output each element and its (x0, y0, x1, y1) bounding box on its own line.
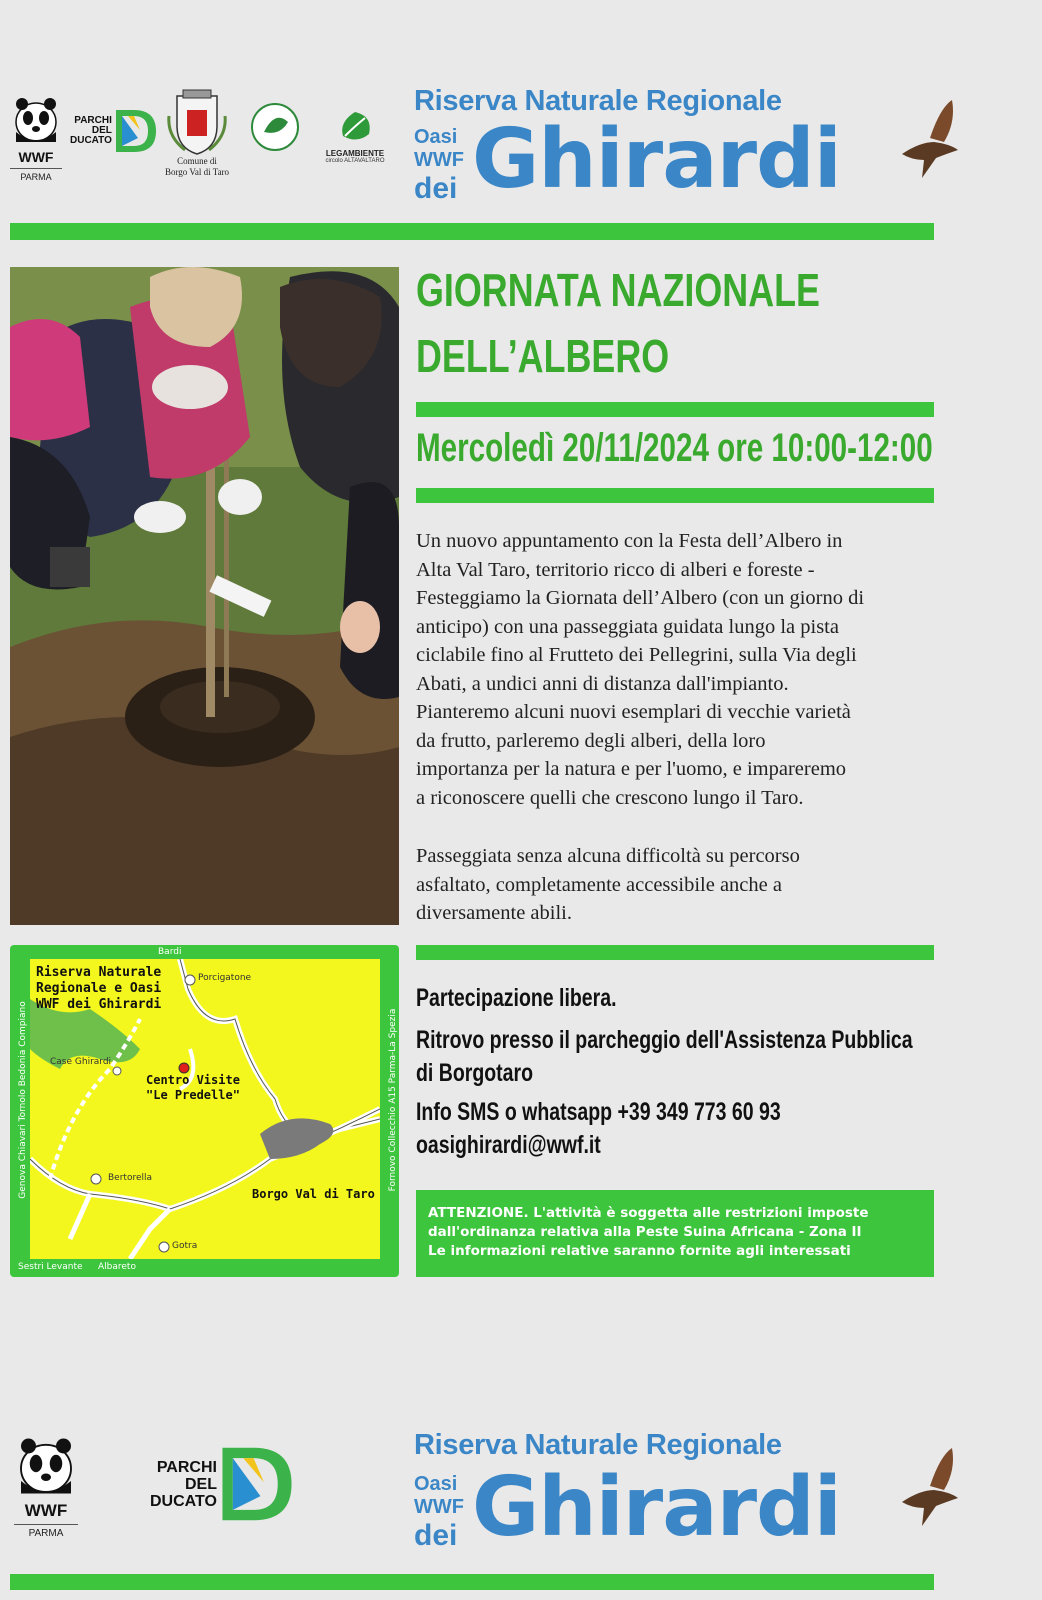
footer-title-wwf: WWF (414, 1496, 464, 1518)
header-divider (10, 223, 934, 240)
ecology-circle-icon (250, 102, 300, 152)
map-reserve-label: Riserva Naturale Regionale e Oasi WWF dei Ghirardi (36, 965, 162, 1012)
comune-text: Comune di Borgo Val di Taro (164, 156, 230, 177)
footer-panda-icon (16, 1436, 76, 1496)
date-divider (416, 488, 934, 503)
map-sestri-levante: Sestri Levante (18, 1262, 83, 1272)
footer-parchi-logo (150, 1444, 295, 1524)
wwf-sub-label: PARMA (10, 168, 62, 182)
attention-notice: ATTENZIONE. L'attività è soggetta alle restrizioni imposte dall'ordinanza relativa alla Peste Suina Africana - Zona II Le informazioni relative saranno fornite agli interessati (416, 1190, 934, 1277)
event-title-line1: GIORNATA NAZIONALE (416, 264, 820, 316)
header-title-ghirardi: Ghirardi (472, 112, 841, 207)
map-borgo-val-di-taro: Borgo Val di Taro (252, 1187, 375, 1201)
map-right-route: Fornovo Collecchio A15 Parma-La Spezia (388, 1008, 398, 1192)
map-centro-visite: Centro Visite "Le Predelle" (146, 1073, 240, 1102)
comune-logo (152, 86, 242, 178)
description-paragraph-1: Un nuovo appuntamento con la Festa dell’Albero in Alta Val Taro, territorio ricco di alberi e foreste - Festeggiamo la Giornata dell’Albero (con un giorno di anticipo) con una passeggiata guidata lungo la pista ciclabile fino al Frutteto dei Pellegrini, sulla Via degli Abati, a undici anni di distanza dall'impianto. Pianteremo alcuni nuovi esemplari di vecchie varietà da frutto, parleremo degli alberi, della loro importanza per la natura e per l'uomo, e impareremo a riconoscere quelli che crescono lungo il Taro. (416, 530, 865, 809)
footer-parchi-text: PARCHI DEL DUCATO (150, 1458, 217, 1510)
header-title-oasi: Oasi (414, 126, 458, 148)
legambiente-logo (312, 110, 398, 164)
description-divider (416, 945, 934, 960)
map-case-ghirardi: Case Ghirardi (50, 1057, 112, 1067)
map-albareto: Albareto (98, 1262, 136, 1272)
contact-phone: Info SMS o whatsapp +39 349 773 60 93 (416, 1098, 781, 1126)
green-circle-logo (250, 102, 302, 157)
footer-bird-of-prey-icon (900, 1446, 962, 1530)
footer-title-riserva: Riserva Naturale Regionale (414, 1429, 782, 1461)
wwf-label: WWF (18, 149, 54, 165)
description-paragraph-2: Passeggiata senza alcuna difficoltà su percorso asfaltato, completamente accessibile anche a diversamente abili. (416, 845, 800, 924)
panda-icon (12, 96, 60, 144)
meeting-point-line1: Ritrovo presso il parcheggio dell'Assistenza Pubblica (416, 1026, 913, 1054)
contact-email[interactable]: oasighirardi@wwf.it (416, 1131, 601, 1159)
event-title-line2: DELL’ALBERO (416, 330, 670, 382)
footer-title-ghirardi: Ghirardi (472, 1460, 841, 1555)
footer-parchi-d-icon (219, 1444, 295, 1524)
parchi-text: PARCHI DEL DUCATO (70, 115, 112, 146)
bird-of-prey-icon (900, 98, 962, 182)
footer-wwf-label: WWF (24, 1501, 68, 1520)
legambiente-sub-label: circolo ALTAVALTARO (325, 158, 385, 164)
wwf-logo (10, 96, 62, 182)
map-porcigatone: Porcigatone (198, 973, 252, 983)
title-divider (416, 402, 934, 417)
parchi-del-ducato-logo (70, 108, 158, 154)
coat-of-arms-icon (165, 86, 229, 156)
footer-wwf-logo (14, 1436, 78, 1539)
meeting-point-line2: di Borgotaro (416, 1059, 533, 1087)
header-title-dei: dei (414, 172, 458, 205)
participation-text: Partecipazione libera. (416, 984, 617, 1012)
legambiente-leaf-icon (335, 110, 375, 144)
legambiente-label: LEGAMBIENTE (325, 149, 385, 158)
tree-planting-photo (10, 267, 399, 925)
event-date: Mercoledì 20/11/2024 ore 10:00-12:00 (416, 426, 933, 470)
map-area (30, 959, 380, 1259)
footer-wwf-sub-label: PARMA (14, 1524, 78, 1539)
header-title-wwf: WWF (414, 149, 464, 171)
header-title-riserva: Riserva Naturale Regionale (414, 85, 782, 117)
footer-divider (10, 1574, 934, 1590)
map-bertorella: Bertorella (108, 1173, 153, 1183)
map-gotra: Gotra (172, 1241, 198, 1251)
footer-title-dei: dei (414, 1519, 458, 1552)
map-bardi: Bardi (158, 947, 182, 957)
location-map (10, 945, 399, 1277)
footer-title-oasi: Oasi (414, 1473, 458, 1495)
map-left-route: Genova Chiavari Tornolo Bedonia Compiano (18, 1001, 28, 1199)
